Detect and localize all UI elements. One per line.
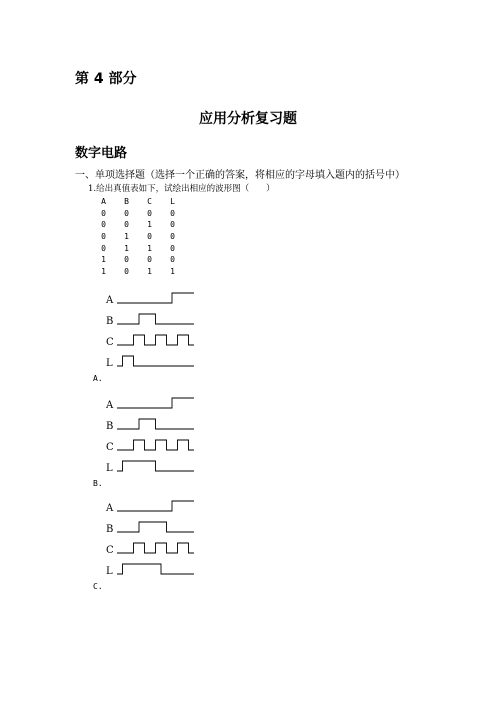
waveform-a bbox=[117, 501, 194, 511]
option-b-label: B. bbox=[93, 479, 103, 488]
waveform-c bbox=[117, 440, 194, 450]
truth-table-row bbox=[92, 242, 184, 254]
truth-table-cell: 0 bbox=[147, 208, 152, 218]
page-title bbox=[0, 108, 496, 128]
waveform-a bbox=[117, 398, 194, 408]
signal-label-b: B bbox=[106, 421, 114, 432]
truth-table-cell: 0 bbox=[147, 255, 152, 265]
truth-table-cell: 1 bbox=[124, 232, 129, 242]
truth-table-row bbox=[92, 231, 184, 243]
question-1-text: 1.给出真值表如下，试绘出相应的波形图（ ） bbox=[88, 184, 275, 194]
truth-table-header: B bbox=[124, 197, 129, 207]
truth-table-header-row bbox=[92, 196, 184, 208]
truth-table-cell: 0 bbox=[101, 232, 106, 242]
waveform-diagram-option-b bbox=[105, 393, 195, 483]
truth-table-cell: 1 bbox=[101, 266, 106, 276]
truth-table-row bbox=[92, 266, 184, 278]
truth-table-header: L bbox=[170, 197, 175, 207]
truth-table-cell: 0 bbox=[170, 255, 175, 265]
truth-table-cell: 0 bbox=[124, 220, 129, 230]
waveform-l bbox=[117, 564, 194, 574]
truth-table-cell: 0 bbox=[101, 243, 106, 253]
truth-table-cell: 0 bbox=[101, 208, 106, 218]
truth-table-cell: 0 bbox=[170, 208, 175, 218]
truth-table-cell: 0 bbox=[170, 220, 175, 230]
truth-table-cell: 0 bbox=[170, 232, 175, 242]
signal-label-b: B bbox=[106, 316, 114, 327]
waveform-c bbox=[117, 335, 194, 345]
signal-label-l: L bbox=[106, 463, 113, 474]
waveform-b bbox=[117, 419, 194, 429]
truth-table-cell: 1 bbox=[124, 243, 129, 253]
truth-table-header: A bbox=[101, 197, 106, 207]
truth-table-row bbox=[92, 219, 184, 231]
truth-table-row bbox=[92, 208, 184, 220]
waveform-a bbox=[117, 293, 194, 303]
signal-label-l: L bbox=[106, 566, 113, 577]
truth-table-cell: 0 bbox=[124, 266, 129, 276]
truth-table-cell: 0 bbox=[124, 255, 129, 265]
truth-table-cell: 1 bbox=[101, 255, 106, 265]
part-heading: 第 4 部分 bbox=[75, 71, 137, 87]
signal-label-c: C bbox=[106, 545, 114, 556]
truth-table-header: C bbox=[147, 197, 152, 207]
truth-table-cell: 0 bbox=[101, 220, 106, 230]
waveform-b bbox=[117, 314, 194, 324]
signal-label-c: C bbox=[106, 337, 114, 348]
truth-table-cell: 0 bbox=[147, 232, 152, 242]
signal-label-b: B bbox=[106, 524, 114, 535]
truth-table-row bbox=[92, 254, 184, 266]
truth-table-cell: 1 bbox=[147, 243, 152, 253]
option-a-label: A. bbox=[93, 374, 103, 383]
question-type-heading: 一、单项选择题（选择一个正确的答案，将相应的字母填入题内的括号中） bbox=[75, 170, 405, 181]
page-title-text: 应用分析复习题 bbox=[199, 111, 297, 127]
truth-table-cell: 1 bbox=[147, 266, 152, 276]
option-c-label: C. bbox=[93, 582, 103, 591]
waveform-diagram-option-a bbox=[105, 288, 195, 378]
waveform-c bbox=[117, 543, 194, 553]
truth-table bbox=[92, 196, 184, 277]
signal-label-a: A bbox=[106, 503, 114, 514]
truth-table-cell: 1 bbox=[170, 266, 175, 276]
section-heading: 数字电路 bbox=[75, 146, 128, 161]
signal-label-a: A bbox=[106, 400, 114, 411]
truth-table-cell: 0 bbox=[124, 208, 129, 218]
waveform-l bbox=[117, 356, 194, 366]
waveform-b bbox=[117, 522, 194, 532]
truth-table-cell: 0 bbox=[170, 243, 175, 253]
waveform-l bbox=[117, 461, 194, 471]
signal-label-l: L bbox=[106, 358, 113, 369]
truth-table-cell: 1 bbox=[147, 220, 152, 230]
waveform-diagram-option-c bbox=[105, 496, 195, 586]
signal-label-c: C bbox=[106, 442, 114, 453]
signal-label-a: A bbox=[106, 295, 114, 306]
